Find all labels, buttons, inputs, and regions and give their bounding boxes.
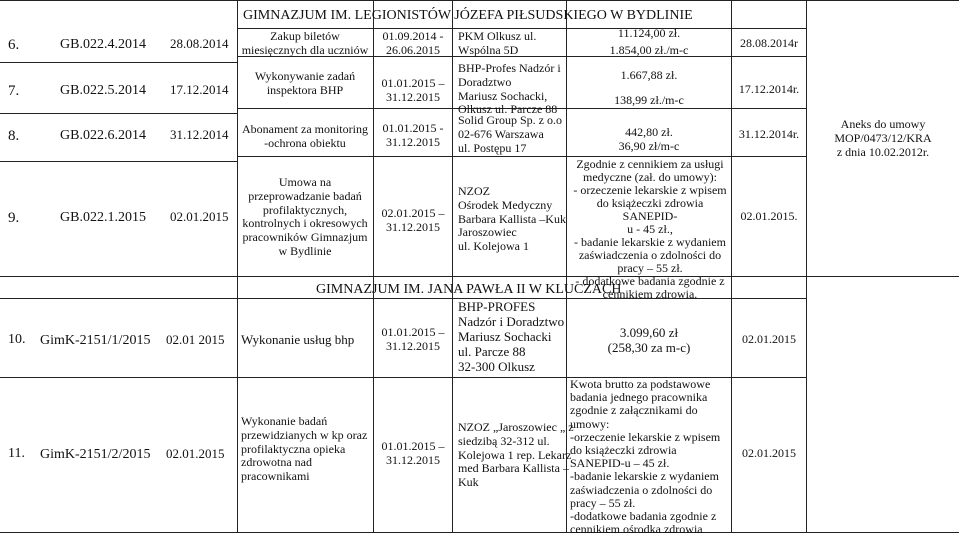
row-contractor: BHP-PROFES Nadzór i Doradztwo Mariusz Sochacki ul. Parcze 88 32-300 Olkusz	[458, 299, 565, 374]
row-signature: GB.022.6.2014	[60, 128, 146, 143]
row-date: 02.01.2015	[170, 209, 229, 224]
row-subject: Wykonanie usług bhp	[241, 332, 355, 347]
row-period: 02.01.2015 – 31.12.2015	[381, 206, 445, 234]
row-date: 02.01 2015	[166, 332, 225, 347]
row-period: 01.09.2014 - 26.06.2015	[382, 29, 444, 57]
row-divider	[0, 0, 959, 1]
row-subject: Wykonywanie zadań inspektora BHP	[254, 69, 356, 97]
row-signature: GimK-2151/2/2015	[40, 447, 151, 462]
row-end-date: 02.01.2015.	[740, 209, 798, 223]
row-divider	[0, 62, 237, 63]
row-end-date: 02.01.2015	[742, 332, 796, 346]
row-number: 9.	[8, 210, 20, 226]
column-divider	[237, 0, 238, 533]
row-date: 31.12.2014	[170, 127, 229, 142]
row-date: 02.01.2015	[166, 446, 225, 461]
row-signature: GB.022.1.2015	[60, 210, 146, 225]
row-signature: GimK-2151/1/2015	[40, 333, 151, 348]
row-contractor: BHP-Profes Nadzór i Doradztwo Mariusz Sochacki, Olkusz ul. Parcze 88	[458, 61, 561, 117]
row-end-date: 17.12.2014r.	[738, 82, 800, 96]
row-period: 01.01.2015 – 31.12.2015	[381, 325, 445, 353]
row-number: 10.	[8, 332, 26, 347]
row-contractor: Solid Group Sp. z o.o 02-676 Warszawa ul. Postępu 17	[458, 113, 563, 155]
row-price: Kwota brutto za podstawowe badania jednego pracownika zgodnie z załącznikami do umowy: -orzeczenie lekarskie z wpisem do książeczki zdrowia SANEPID-u – 45 zł. -badanie lekarskie z wydaniem zaświadczenia o zdolności do pracy – 55 zł. -dodatkowe badania zgodnie z cennikiem ośrodka zdrowia	[570, 377, 721, 536]
row-signature: GB.022.4.2014	[60, 37, 146, 52]
row-contractor: PKM Olkusz ul. Wspólna 5D	[458, 29, 537, 57]
row-contractor: NZOZ „Jaroszowiec „ z siedzibą 32-312 ul. Kolejowa 1 rep. Lekarz med Barbara Kallista – Kuk	[458, 420, 574, 490]
row-price: Zgodnie z cennikiem za usługi medyczne (zał. do umowy): - orzeczenie lekarskie z wpisem do książeczki zdrowia SANEPID- u - 45 zł., - badanie lekarskie z wydaniem zaświadczenia o zdolności do pracy – 55 zł. - dodatkowe badania zgodnie z cennikiem zdrowia.	[573, 157, 727, 301]
row-date: 28.08.2014	[170, 36, 229, 51]
row-subject: Wykonanie badań przewidzianych w kp oraz profilaktyczna opieka zdrowotna nad pracownikami	[241, 414, 368, 484]
row-subject: Zakup biletów miesięcznych dla uczniów	[241, 29, 369, 57]
row-date: 17.12.2014	[170, 82, 229, 97]
row-period: 01.01.2015 – 31.12.2015	[381, 76, 445, 104]
row-subject: Abonament za monitoring -ochrona obiektu	[242, 122, 368, 150]
row-number: 7.	[8, 83, 20, 99]
row-price: 1.854,00 zł./m-c 1.667,88 zł. 138,99 zł./m-c	[609, 43, 689, 108]
row-contractor: NZOZ Ośrodek Medyczny Barbara Kallista –Kuk Jaroszowiec ul. Kolejowa 1	[458, 184, 566, 254]
column-divider	[373, 0, 374, 533]
row-period: 01.01.2015 - 31.12.2015	[382, 121, 444, 149]
column-divider	[806, 0, 807, 533]
row-signature: GB.022.5.2014	[60, 83, 146, 98]
row-subject: Umowa na przeprowadzanie badań profilaktycznych, kontrolnych i okresowych pracowników Gimnazjum w Bydlinie	[242, 175, 368, 258]
school-header: GIMNAZJUM IM. LEGIONISTÓW JÓZEFA PIŁSUDSKIEGO W BYDLINIE	[243, 8, 693, 23]
column-divider	[452, 0, 453, 533]
row-number: 11.	[8, 446, 25, 461]
row-end-date: 31.12.2014r.	[738, 127, 800, 141]
row-period: 01.01.2015 – 31.12.2015	[381, 439, 445, 467]
row-end-date: 28.08.2014r	[740, 36, 798, 50]
row-end-date: 02.01.2015	[742, 446, 796, 460]
row-divider	[0, 276, 959, 277]
column-divider	[731, 0, 732, 533]
row-divider	[0, 113, 237, 114]
row-number: 6.	[8, 37, 20, 53]
row-number: 8.	[8, 128, 20, 144]
annex-note: Aneks do umowy MOP/0473/12/KRA z dnia 10.02.2012r.	[834, 117, 932, 159]
row-divider	[0, 161, 237, 162]
row-price: 442,80 zł. 36,90 zł/m-c	[618, 125, 680, 153]
school-header: GIMNAZJUM IM. JANA PAWŁA II W KLUCZACH	[316, 282, 622, 297]
row-price: 3.099,60 zł (258,30 za m-c)	[607, 325, 691, 355]
row-price: 11.124,00 zł.	[617, 26, 681, 40]
